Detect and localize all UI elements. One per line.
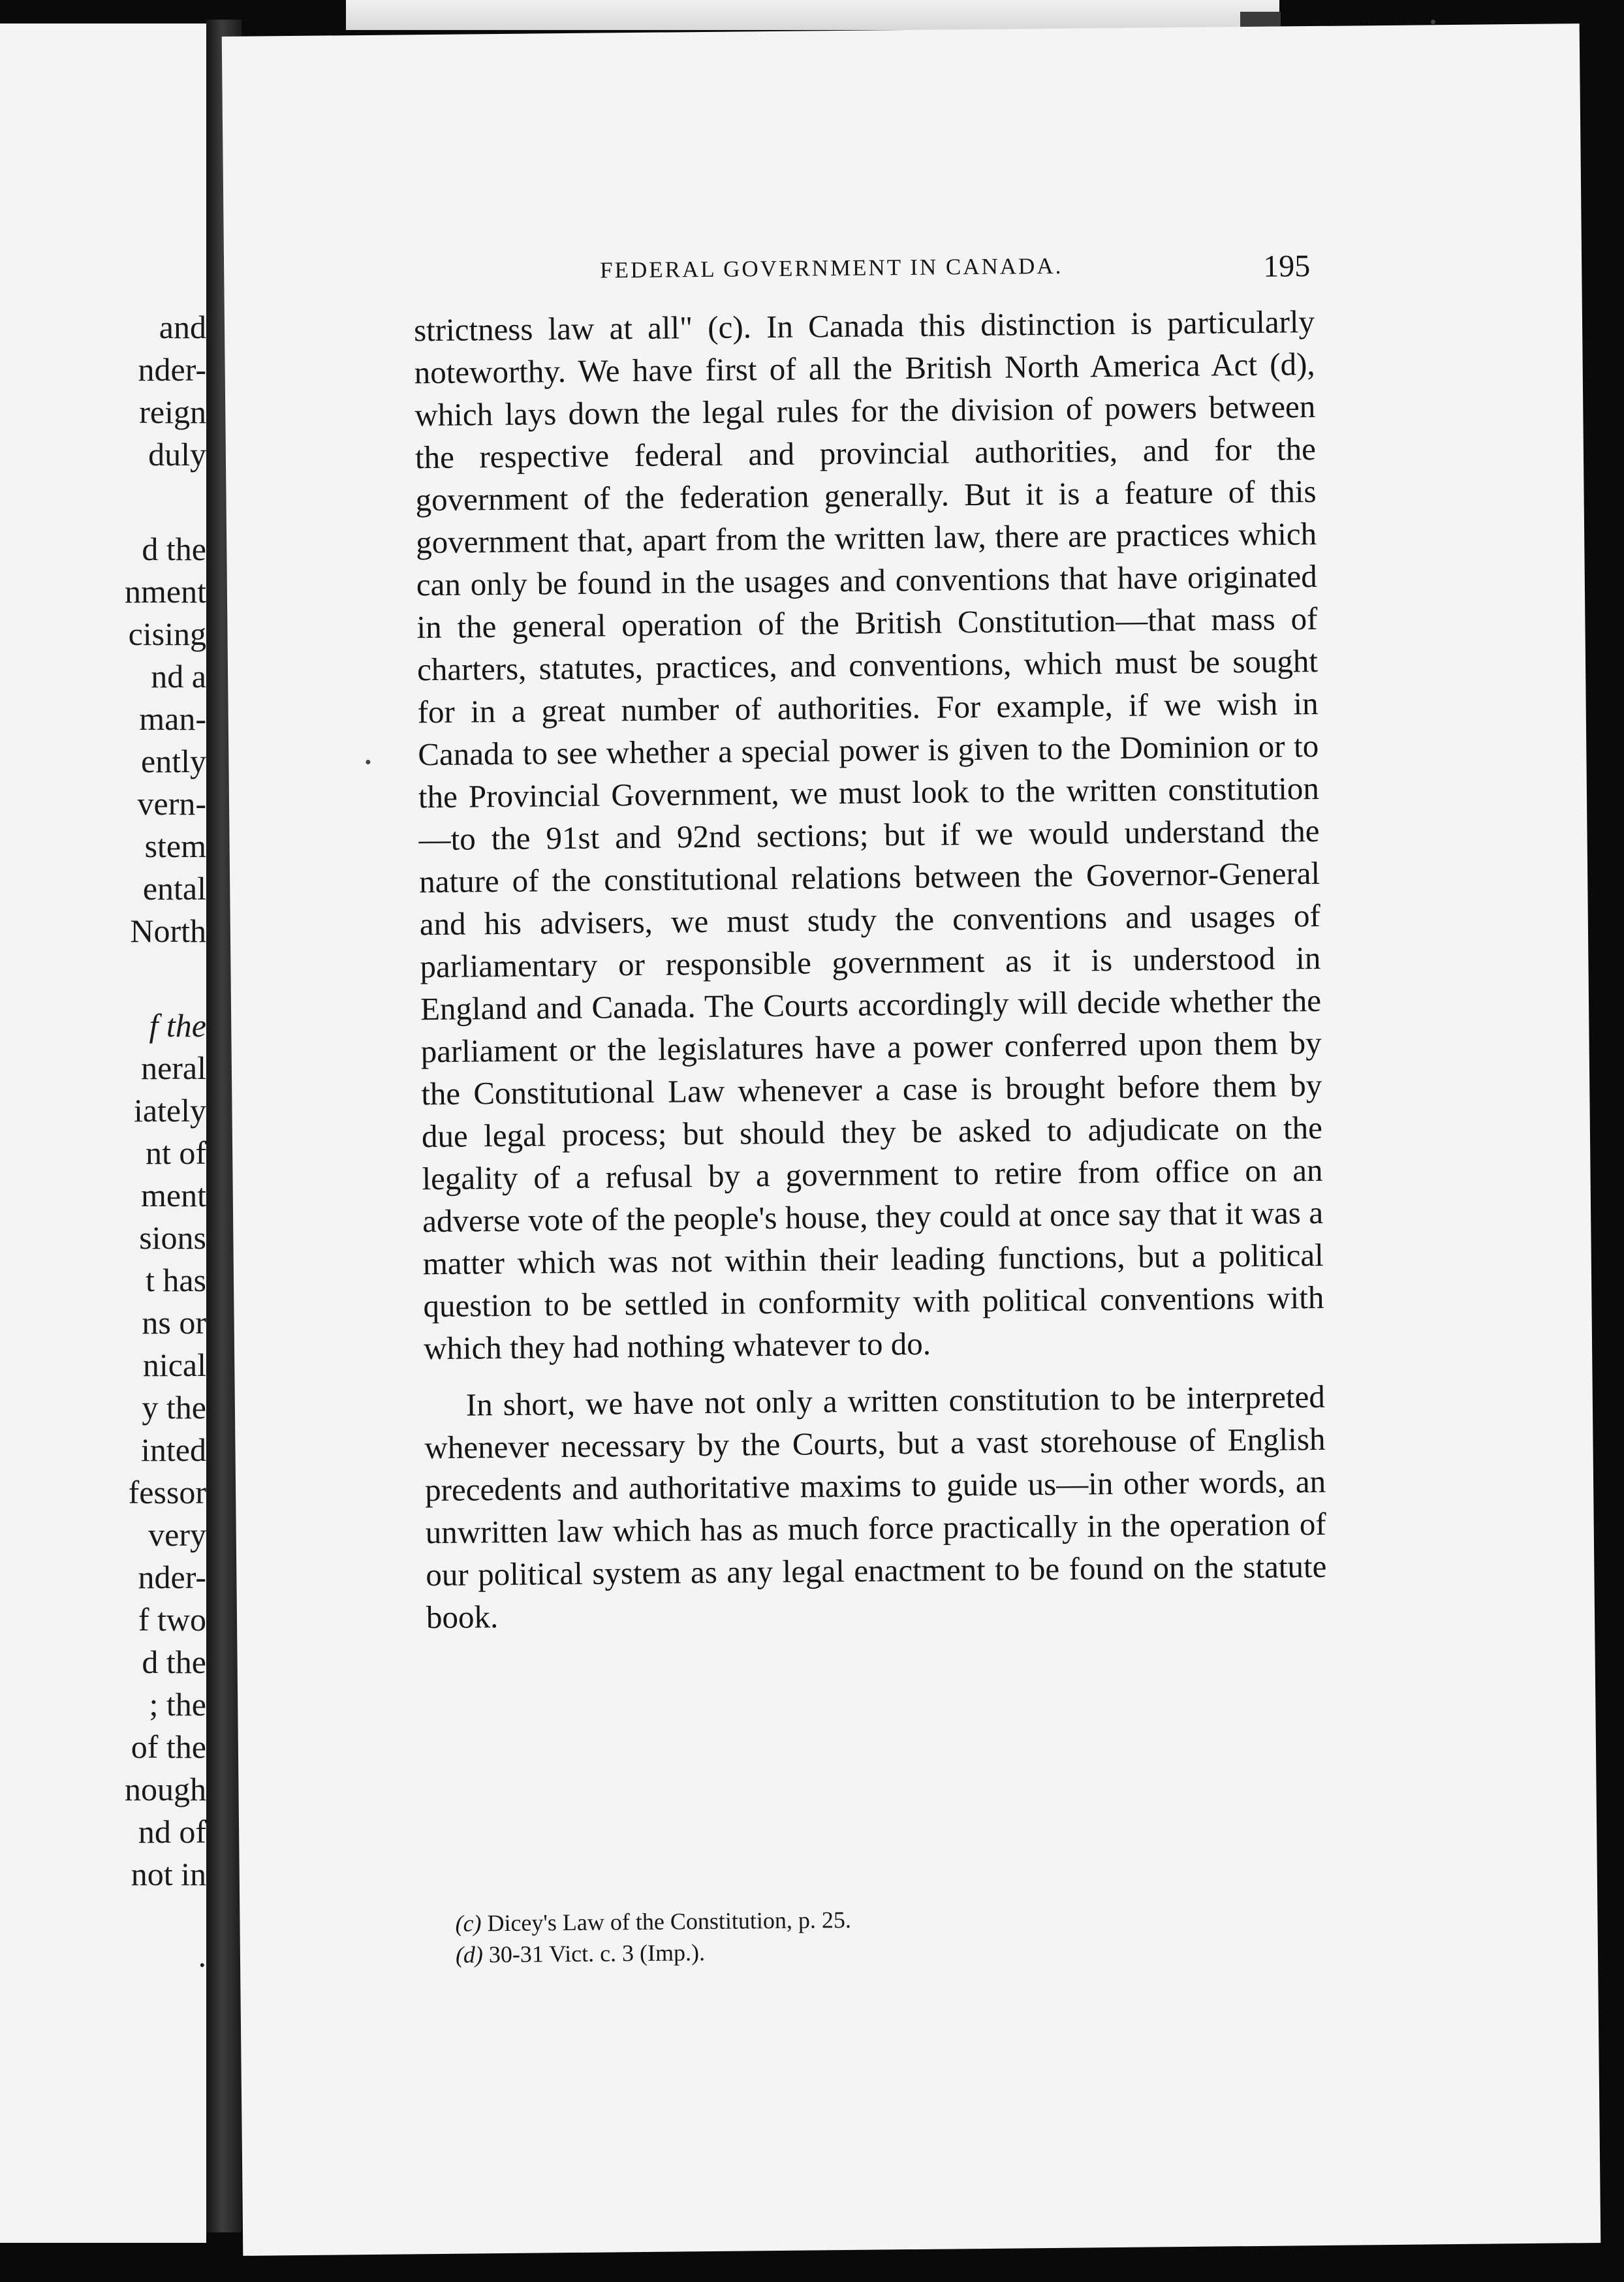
- paragraph-2: In short, we have not only a written constitution to be interpreted whenever necessary by the Courts, but a vast storehouse of English precedents and authoritative maxims to guide us—in other words, an unwritten law which has as much force practically in the operation of our political system as any legal enactment to be found on the statute book.: [424, 1378, 1327, 1636]
- left-page-fragment: sions: [139, 1219, 206, 1256]
- footnotes: [455, 1900, 1239, 1971]
- left-page-fragment: nment: [125, 573, 206, 610]
- running-head: FEDERAL GOVERNMENT IN CANADA.: [600, 253, 1063, 283]
- left-page-fragment: f two: [138, 1601, 206, 1638]
- scan-speck: [366, 760, 370, 764]
- left-page-fragment: nd of: [138, 1813, 206, 1850]
- left-page-fragment: d the: [142, 531, 206, 567]
- left-page-fragment: inted: [141, 1431, 206, 1468]
- footnote-text: Dicey's Law of the Constitution, p. 25.: [487, 1906, 852, 1937]
- paragraph-1: strictness law at all" (c). In Canada this distinction is particularly noteworthy. We have first of all the British North America Act (d), which lays down the legal rules for the division of powers between the respective federal and provincial authorities, and for the government of the federation generally. But it is a feature of this government that, apart from the written law, there are practices which can only be found in the usages and conventions that have originated in the general operation of the British Constitution—that mass of charters, statutes, practices, and conventions, which must be sought for in a great number of authorities. For example, if we wish in Canada to see whether a special power is given to the Dominion or to the Provincial Government, we must look to the written constitution—to the 91st and 92nd sections; but if we would understand the nature of the constitutional relations between the Governor-General and his advisers, we must study the conventions and usages of parliamentary or responsible government as it is understood in England and Canada. The Courts accordingly will decide whether the parliament or the legislatures have a power conferred upon them by the Constitutional Law whenever a case is brought before them by due legal process; but should they be asked to adjudicate on the legality of a refusal by a government to retire from office on an adverse vote of the people's house, they could at once say that it was a matter which was not within their leading functions, but a political question to be settled in conformity with political conventions with which they had nothing whatever to do.: [413, 304, 1324, 1367]
- left-page-fragment: nder-: [138, 351, 206, 388]
- top-page-edge: [346, 0, 1279, 30]
- left-facing-page: [0, 23, 206, 2243]
- left-page-fragment: ental: [142, 870, 206, 907]
- left-page-fragment: North: [130, 913, 206, 949]
- left-page-fragment: ; the: [149, 1686, 206, 1723]
- page-number: 195: [1262, 249, 1311, 284]
- left-page-fragment: ently: [141, 743, 206, 779]
- left-page-fragment: nical: [142, 1347, 206, 1383]
- footnote-mark: (c): [455, 1910, 482, 1937]
- left-page-fragment: f the: [149, 1007, 206, 1044]
- right-page: [222, 23, 1601, 2256]
- left-page-fragment: of the: [131, 1728, 206, 1765]
- left-page-fragment: duly: [148, 436, 206, 473]
- left-page-fragment: nder-: [138, 1559, 206, 1595]
- left-page-fragment: nough: [125, 1771, 206, 1807]
- left-page-fragment: t has: [145, 1262, 206, 1298]
- left-page-fragment: d the: [142, 1644, 206, 1680]
- scan-speck: [1431, 20, 1435, 24]
- left-page-fragment: ns or: [142, 1304, 206, 1341]
- left-page-fragment: .: [198, 1937, 206, 1974]
- left-page-fragment: nt of: [145, 1134, 206, 1171]
- left-page-fragment: vern-: [137, 785, 206, 822]
- left-page-fragment: not in: [131, 1856, 206, 1892]
- left-page-fragment: and: [159, 309, 206, 345]
- left-page-fragment: iately: [133, 1092, 206, 1129]
- left-page-fragment: very: [148, 1516, 206, 1553]
- footnote-text: 30-31 Vict. c. 3 (Imp.).: [488, 1939, 706, 1968]
- left-page-fragment: cising: [128, 616, 206, 652]
- footnote-mark: (d): [455, 1941, 484, 1968]
- body-text: [414, 300, 1327, 1638]
- left-page-fragment: y the: [142, 1389, 206, 1426]
- left-page-fragment: ment: [141, 1177, 206, 1213]
- footnote-d: [456, 1931, 1239, 1971]
- left-page-fragment: neral: [141, 1050, 206, 1086]
- left-page-fragment: fessor: [128, 1474, 206, 1510]
- left-page-fragment: man-: [139, 700, 206, 737]
- left-page-fragment: stem: [144, 828, 206, 864]
- page-header: [224, 248, 1334, 298]
- left-page-fragment: reign: [139, 394, 206, 430]
- left-page-fragment: nd a: [151, 658, 206, 695]
